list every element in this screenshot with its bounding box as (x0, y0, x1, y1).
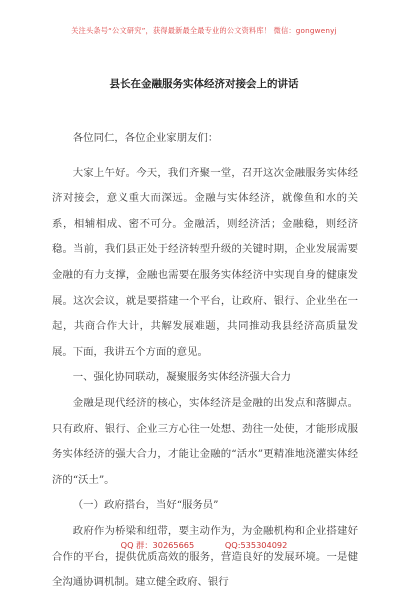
section-heading: 一、强化协同联动，凝聚服务实体经济强大合力 (72, 371, 291, 384)
body-paragraph: 大家上午好。今天，我们齐聚一堂，召开这次金融服务实体经济对接会，意义重大而深远。金融与实体经济，就像鱼和水的关系，相辅相成、密不可分。金融活，则经济活；金融稳，则经济稳。当前，我们县正处于经济转型升级的关键时期，企业发展需要金融的有力支撑，金融也需要在服务实体经济中实现自身的健康发展。这次会议，就是要搭建一个平台，让政府、银行、企业坐在一起，共商合作大计，共解发展难题，共同推动我县经济高质量发展。下面，我讲五个方面的意见。 (52, 166, 358, 358)
body-paragraph: 金融是现代经济的核心，实体经济是金融的出发点和落脚点。只有政府、银行、企业三方心往一处想、劲往一处使，才能形成服务实体经济的强大合力，才能让金融的“活水”更精准地浇灌实体经济的“沃土”。 (52, 396, 358, 486)
document-title: 县长在金融服务实体经济对接会上的讲话 (109, 78, 299, 90)
footer (0, 540, 408, 551)
footer-qq-group: QQ 群：30265665 (120, 540, 195, 550)
body-paragraph: 政府作为桥梁和纽带，要主动作为，为金融机构和企业搭建好合作的平台，提供优质高效的服务，营造良好的发展环境。一是健全沟通协调机制。建立健全政府、银行 (52, 524, 358, 589)
footer-qq: QQ:535304092 (224, 540, 288, 550)
header-note: 关注头条号“公文研究”，获得最新最全最专业的公文资料库！ 微信：gongwenyj (71, 26, 337, 35)
subsection-heading: （一）政府搭台，当好“服务员” (72, 499, 219, 512)
greeting-paragraph: 各位同仁，各位企业家朋友们： (72, 132, 219, 144)
document-body (52, 126, 358, 596)
